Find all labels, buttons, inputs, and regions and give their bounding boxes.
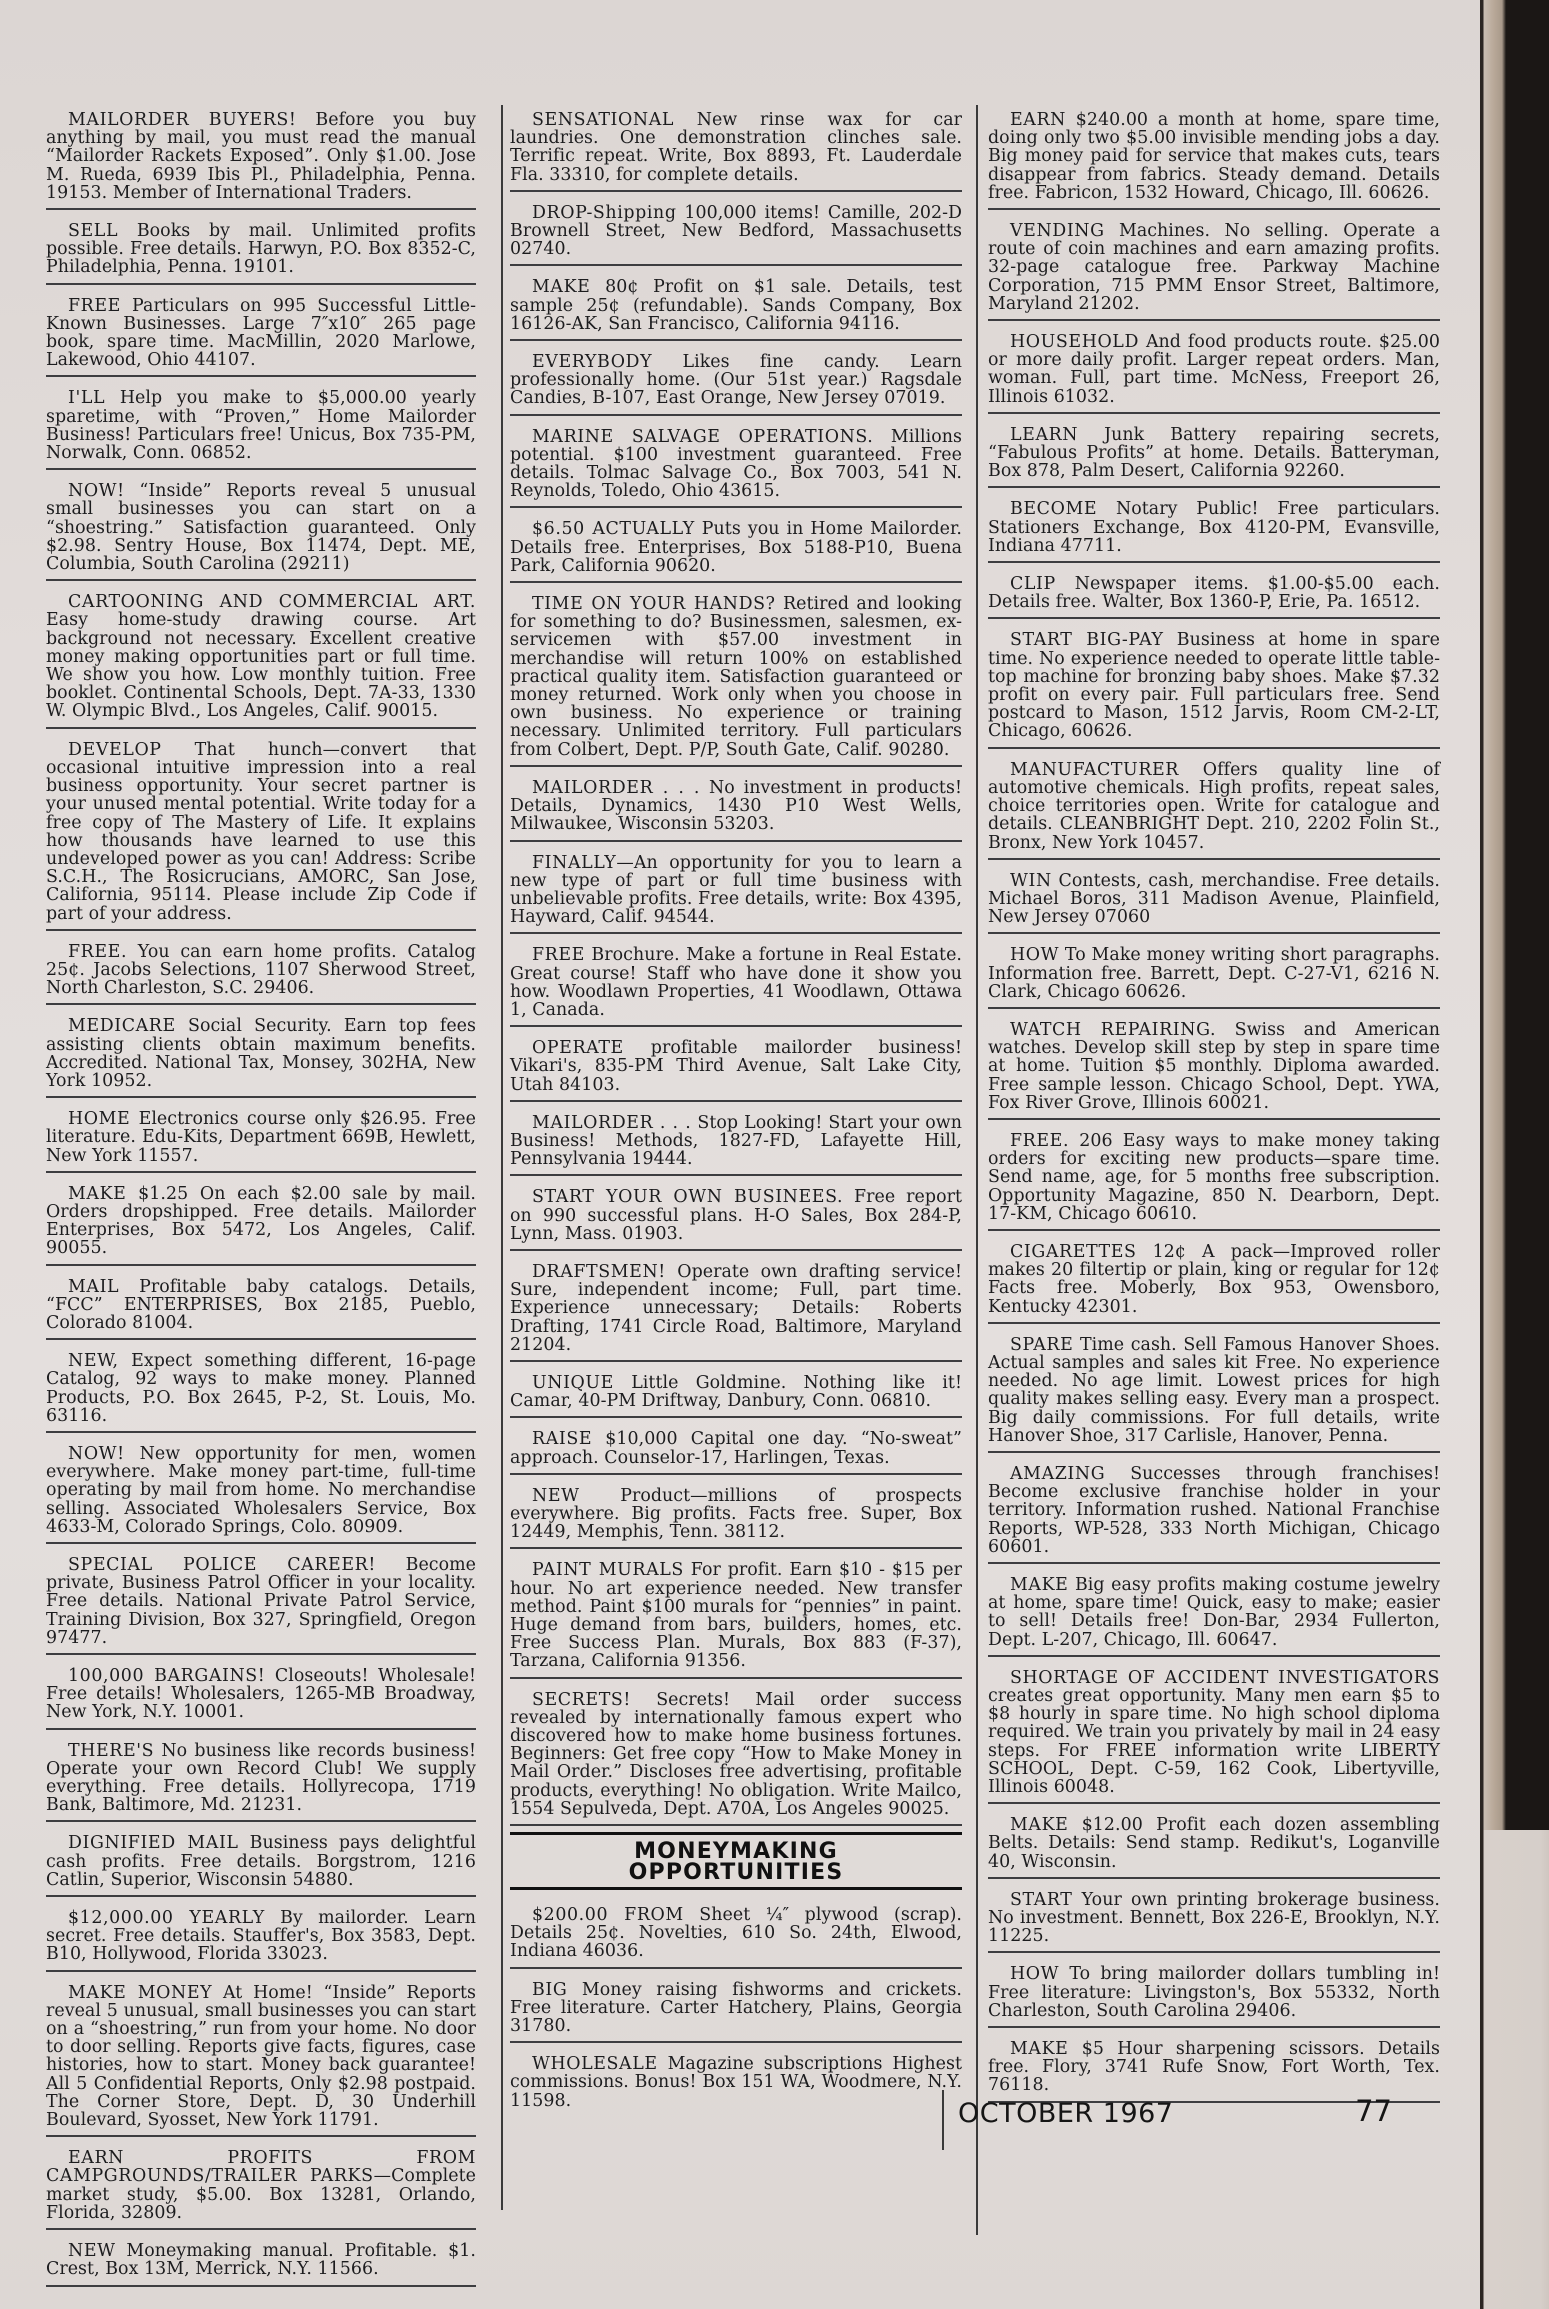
classified-ad	[46, 1011, 476, 1098]
ad-text	[988, 426, 1440, 481]
ad-lead: NOW!	[68, 1443, 125, 1464]
ad-text	[510, 1691, 962, 1818]
ad-text	[46, 1352, 476, 1425]
classified-ad	[510, 1685, 962, 1826]
ad-text	[988, 222, 1440, 313]
page-footer	[942, 2090, 1396, 2150]
column-divider	[976, 105, 978, 2235]
ad-body: New opportunity for men, women everywhere. Make money part-time, full-time operating by mail from home. No merchandise selling. Associated Wholesalers Service, Box 4633-M, Colorado Springs, Colo. 80909.	[46, 1443, 476, 1537]
classified-ad	[46, 937, 476, 1006]
column-divider	[501, 105, 503, 2210]
ad-text	[510, 1188, 962, 1243]
classified-ad	[988, 625, 1440, 748]
ad-text	[46, 1834, 476, 1889]
classified-ad	[510, 1424, 962, 1474]
classified-columns	[46, 105, 1442, 2305]
classified-ad	[988, 216, 1440, 321]
classified-ad	[988, 1570, 1440, 1657]
ad-text	[46, 1185, 476, 1258]
ad-lead: DROP-Shipping	[532, 202, 677, 223]
ad-lead: PAINT MURALS	[532, 1560, 684, 1581]
ad-body: Swiss and American watches. Develop skill step by step in spare time at home. Tuition $5 monthly. Diploma awarded. Free sample lesson. Chicago School, Dept. YWA, Fox River Grove, Illinois 60021.	[988, 1019, 1440, 1113]
ad-lead: SECRETS!	[532, 1689, 632, 1710]
ad-lead: MAKE	[532, 277, 591, 298]
classified-ad	[510, 272, 962, 341]
page-edge-binding	[1480, 0, 1549, 2309]
ad-body: Little Goldmine. Nothing like it! Camar, 40-PM Driftway, Danbury, Conn. 06810.	[510, 1372, 962, 1412]
ad-text	[46, 2242, 476, 2278]
column-middle	[510, 105, 962, 2122]
ad-body: Notary Public! Free particulars. Stationers Exchange, Box 4120-PM, Evansville, Indiana 47711.	[988, 499, 1440, 556]
section-heading-line1: MONEYMAKING	[634, 1839, 838, 1865]
ad-body: Your own printing brokerage business. No investment. Bennett, Box 226-E, Brooklyn, N.Y. 11225.	[988, 1889, 1440, 1947]
ad-lead: MAKE	[1010, 2039, 1069, 2060]
ad-text	[988, 1021, 1440, 1112]
classified-ad	[510, 198, 962, 267]
ad-body: Big easy profits making costume jewelry at home, spare time! Quick, easy to make; easier to sell! Details free! Don-Bar, 2934 Fullerton, Dept. L-207, Chicago, Ill. 60647.	[988, 1575, 1440, 1650]
ad-text	[510, 1374, 962, 1410]
ad-lead: MARINE SALVAGE OPERATIONS.	[532, 426, 874, 447]
ad-text	[988, 1891, 1440, 1946]
ad-body: By mailorder. Learn secret. Free details. Stauffer's, Box 3583, Dept. B10, Hollywood, Florida 33023.	[46, 1908, 477, 1965]
ad-body: Business at home in spare time. No experience needed to operate little table-top machine for bronzing baby shoes. Make $7.32 profit on every pair. Full particulars free. Send postcard to Mason, 1512 Jarvis, Room CM-2-LT, Chicago, 60626.	[988, 630, 1440, 742]
ad-text	[988, 631, 1440, 740]
ad-lead: I'LL	[68, 388, 106, 409]
ad-text	[510, 1263, 962, 1354]
ad-body: Magazine subscriptions Highest commissions. Bonus! Box 151 WA, Woodmere, N.Y. 11598.	[510, 2054, 962, 2111]
classified-ad	[510, 1975, 962, 2044]
ad-lead: START YOUR OWN BUSINEES.	[532, 1187, 844, 1208]
classified-ad	[510, 1108, 962, 1177]
ad-text	[46, 2149, 476, 2222]
ad-body: Retired and looking for something to do? Businessmen, salesmen, ex-servicemen with $57.00 investment in merchandise will return 100% on established practical quality item. Satisfaction guaranteed or money returned. Work only when you choose in own business. No experience or training necessary. Unlimited territory. Full particulars from Colbert, Dept. P/P, South Gate, Calif. 90280.	[510, 594, 962, 760]
ad-text	[510, 1906, 962, 1961]
classified-ad	[46, 216, 476, 285]
ad-text	[46, 222, 476, 277]
ad-text	[46, 741, 476, 923]
ad-lead: $12,000.00 YEARLY	[68, 1908, 265, 1929]
ad-lead: OPERATE	[532, 1038, 624, 1059]
section-heading-line2: OPPORTUNITIES	[628, 1860, 844, 1886]
classified-ad	[988, 1663, 1440, 1804]
ad-lead: FREE	[532, 945, 585, 966]
classified-ad	[510, 105, 962, 192]
ad-body: Books by mail. Unlimited profits possible. Free details. Harwyn, P.O. Box 8352-C, Philadelphia, Penna. 19101.	[46, 221, 476, 278]
ad-body: Secrets! Mail order success revealed by internationally famous expert who discovered how to make home business fortunes. Beginners: Get free copy “How to Make Money in Mail Order.” Discloses free advertising, profitable products, everything! No obligation. Write Mailco, 1554 Sepulveda, Dept. A70A, Los Angeles 90025.	[510, 1689, 962, 1819]
ad-text	[510, 1430, 962, 1466]
classified-ad	[46, 1828, 476, 1897]
ad-body: Free report on 990 successful plans. H-O Sales, Box 284-P, Lynn, Mass. 01903.	[510, 1187, 962, 1244]
ad-body: Money raising fishworms and crickets. Free literature. Carter Hatchery, Plains, Georgia 31780.	[510, 1979, 962, 2037]
classified-ad	[46, 1346, 476, 1433]
classified-ad	[510, 1368, 962, 1418]
classified-ad	[46, 2143, 476, 2230]
ad-lead: NEW	[532, 1485, 580, 1506]
ad-lead: EVERYBODY	[532, 352, 653, 373]
ad-text	[988, 575, 1440, 611]
ad-text	[510, 1981, 962, 2036]
ad-text	[988, 1669, 1440, 1796]
ad-body: You can earn home profits. Catalog 25¢. Jacobs Selections, 1107 Sherwood Street, North Charleston, S.C. 29406.	[46, 941, 476, 999]
ad-lead: $200.00 FROM	[532, 1905, 684, 1926]
ad-text	[510, 111, 962, 184]
ad-lead: HOW	[1010, 945, 1060, 966]
classified-ad	[46, 1736, 476, 1823]
ad-body: And food products route. $25.00 or more daily profit. Larger repeat orders. Man, woman. Full, part time. McNess, Freeport 26, Illinois 61032.	[988, 332, 1440, 407]
ad-text	[46, 111, 476, 202]
ad-text	[988, 111, 1440, 202]
ad-text	[510, 1039, 962, 1094]
ad-lead: THERE'S	[68, 1740, 155, 1761]
ad-lead: WATCH REPAIRING.	[1010, 1019, 1217, 1040]
ad-body: 206 Easy ways to make money taking orders for exciting new products—spare time. Send name, age, for 5 months free subscription. Opportunity Magazine, 850 N. Dearborn, Dept. 17-KM, Chicago 60610.	[988, 1130, 1440, 1224]
classified-ad	[510, 1257, 962, 1362]
ad-text	[46, 943, 476, 998]
ad-body: $12.00 Profit each dozen assembling Belts. Details: Send stamp. Redikut's, Loganville 40, Wisconsin.	[988, 1815, 1440, 1872]
ad-text	[988, 1336, 1440, 1445]
classified-ad	[510, 589, 962, 767]
ad-lead: HOUSEHOLD	[1010, 332, 1140, 353]
ad-text	[46, 1984, 476, 2130]
page-number: 77	[1355, 2094, 1392, 2128]
classified-ad	[46, 476, 476, 581]
ad-text	[510, 1487, 962, 1542]
ad-body: Moneymaking manual. Profitable. $1. Crest, Box 13M, Merrick, N.Y. 11566.	[46, 2241, 476, 2280]
ad-lead: FINALLY	[532, 852, 617, 873]
ad-text	[988, 333, 1440, 406]
ad-lead: NEW	[68, 2241, 116, 2262]
column-left	[46, 105, 476, 2293]
ad-body: Profitable baby catalogs. Details, “FCC” ENTERPRISES, Box 2185, Pueblo, Colorado 81004.	[46, 1276, 476, 1333]
ad-body: Brochure. Make a fortune in Real Estate. Great course! Staff who have done it show you how. Woodlawn Properties, 41 Woodlawn, Ottawa 1, Canada.	[510, 945, 962, 1020]
ad-lead: FREE.	[68, 941, 128, 962]
classified-ad	[46, 587, 476, 728]
ad-lead: EARN	[1010, 110, 1066, 130]
ad-body: Machines. No selling. Operate a route of coin machines and earn amazing profits. 32-page catalogue free. Parkway Machine Corporation, 715 PMM Ensor Street, Baltimore, Maryland 21202.	[988, 221, 1440, 314]
ad-text	[46, 1278, 476, 1333]
ad-body: creates great opportunity. Many men earn $5 to $8 hourly in spare time. No high school diploma required. We train you privately by mail in 24 easy steps. For FREE information write LIBERTY SCHOOL, Dept. C-59, 162 Cook, Libertyville, Illinois 60048.	[988, 1686, 1440, 1798]
ad-lead: MAILORDER BUYERS!	[68, 110, 297, 130]
ad-body: Operate own drafting service! Sure, independent income; Full, part time. Experience unnecessary; Details: Roberts Drafting, 1741 Circle Road, Baltimore, Maryland 21204.	[510, 1261, 962, 1355]
ad-lead: $6.50 ACTUALLY	[532, 519, 695, 540]
ad-lead: SPECIAL POLICE CAREER!	[68, 1555, 376, 1575]
ad-body: For profit. Earn $10 - $15 per hour. No art experience needed. New transfer method. Paint $100 murals for “pennies” in paint. Huge demand from bars, builders, homes, etc. Free Success Plan. Murals, Box 883 (F-37), Tarzana, California 91356.	[510, 1560, 963, 1672]
ad-text	[510, 946, 962, 1019]
classified-ad	[46, 1550, 476, 1655]
ad-body: Electronics course only $26.95. Free literature. Edu-Kits, Department 669B, Hewlett, New York 11557.	[46, 1109, 476, 1166]
classified-ad	[988, 327, 1440, 414]
ad-lead: CARTOONING AND COMMERCIAL ART.	[68, 592, 476, 613]
ad-text	[988, 1243, 1440, 1316]
ad-lead: TIME ON YOUR HANDS?	[532, 594, 776, 615]
ad-body: Junk Battery repairing secrets, “Fabulous Profits” at home. Details. Batteryman, Box 878, Palm Desert, California 92260.	[988, 424, 1440, 482]
ad-lead: VENDING	[1010, 221, 1105, 242]
column-right	[988, 105, 1440, 2109]
ad-text	[510, 1561, 962, 1670]
ad-lead: CIGARETTES	[1010, 1241, 1137, 1262]
classified-ad	[46, 1978, 476, 2138]
classified-ad	[510, 1033, 962, 1102]
ad-text	[988, 1576, 1440, 1649]
ad-text	[510, 779, 962, 834]
ad-lead: BECOME	[1010, 499, 1098, 520]
ad-lead: START BIG-PAY	[1010, 630, 1164, 651]
ad-body: $5 Hour sharpening scissors. Details free. Flory, 3741 Rufe Snow, Fort Worth, Tex. 76118.	[988, 2039, 1440, 2096]
classified-ad	[988, 1126, 1440, 1231]
classified-ad	[988, 1015, 1440, 1120]
ad-lead: START	[1010, 1889, 1073, 1910]
classified-ad	[46, 1661, 476, 1730]
ad-lead: MANUFACTURER	[1010, 759, 1179, 780]
ad-body: 80¢ Profit on $1 sale. Details, test sample 25¢ (refundable). Sands Company, Box 16126-AK, San Francisco, California 94116.	[510, 277, 962, 334]
classified-ad	[510, 1481, 962, 1550]
ad-lead: MAIL	[68, 1276, 120, 1297]
ad-lead: FREE.	[1010, 1130, 1070, 1151]
ad-text	[988, 500, 1440, 555]
ad-body: Time cash. Sell Famous Hanover Shoes. Actual samples and sales kit Free. No experience needed. No age limit. Lowest prices for high quality makes selling easy. Every man a prospect. Big daily commissions. For full details, write Hanover Shoe, 317 Carlisle, Hanover, Penna.	[988, 1334, 1440, 1446]
classified-ad	[46, 1272, 476, 1341]
ad-lead: NOW!	[68, 481, 125, 502]
ad-body: Particulars on 995 Successful Little-Known Businesses. Large 7″x10″ 265 page book, spare time. MacMillin, 2020 Marlowe, Lakewood, Ohio 44107.	[46, 295, 476, 371]
classified-ad	[988, 1237, 1440, 1324]
ad-text	[46, 482, 476, 573]
ad-text	[46, 1445, 476, 1536]
ad-text	[46, 1667, 476, 1722]
ad-body: That hunch—convert that occasional intuitive impression into a real business opportunity. Your secret partner is your unused mental potential. Write today for a free copy of The Mastery of Life. It explains how thousands have learned to use this undeveloped power as you can! Address: Scribe S.C.H., The Rosicrucians, AMORC, San Jose, California, 95114. Please include Zip Code if part of your address.	[46, 739, 476, 924]
ad-text	[46, 389, 476, 462]
ad-text	[510, 1114, 962, 1169]
classified-ad	[988, 1459, 1440, 1564]
ad-body: No investment in products! Details, Dynamics, 1430 P10 West Wells, Milwaukee, Wisconsin 53203.	[510, 777, 962, 835]
classified-ad	[988, 1959, 1440, 2028]
ad-text	[510, 353, 962, 408]
ad-body: Before you buy anything by mail, you must read the manual “Mailorder Rackets Exposed”. Only $1.00. Jose M. Rueda, 6939 Ibis Pl., Philadelphia, Penna. 19153. Member of International Traders.	[46, 110, 476, 203]
classified-ad	[988, 1810, 1440, 1879]
ad-text	[988, 1132, 1440, 1223]
classified-ad	[988, 1885, 1440, 1954]
ad-lead: MAKE	[1010, 1575, 1069, 1595]
ad-body: Stop Looking! Start your own Business! Methods, 1827-FD, Lafayette Hill, Pennsylvania 19444.	[510, 1112, 962, 1170]
ad-lead: SENSATIONAL	[532, 110, 674, 130]
ad-lead: CLIP	[1010, 574, 1056, 595]
ad-text	[988, 1465, 1440, 1556]
ad-lead: HOW	[1010, 1964, 1060, 1985]
classified-ad	[46, 383, 476, 470]
classified-ad	[510, 422, 962, 509]
classified-ad	[46, 1903, 476, 1972]
ad-lead: FREE	[68, 295, 121, 316]
issue-date: OCTOBER 1967	[958, 2098, 1174, 2129]
classified-ad	[510, 514, 962, 583]
ad-text	[988, 1965, 1440, 2020]
ad-body: To Make money writing short paragraphs. Information free. Barrett, Dept. C-27-V1, 6216 N. Clark, Chicago 60626.	[988, 945, 1440, 1002]
classified-ad	[510, 940, 962, 1027]
classified-ad	[510, 1555, 962, 1678]
ad-lead: WHOLESALE	[532, 2054, 658, 2075]
ad-lead: BIG	[532, 1979, 568, 2000]
ad-lead: UNIQUE	[532, 1372, 614, 1393]
ad-lead: MAKE	[1010, 1815, 1069, 1836]
ad-lead: MEDICARE	[68, 1016, 176, 1037]
ads-top	[510, 105, 962, 1826]
ad-body: No business like records business! Operate your own Record Club! We supply everything. Free details. Hollyrecopa, 1719 Bank, Baltimore, Md. 21231.	[46, 1740, 476, 1816]
ad-body: Help you make to $5,000.00 yearly sparetime, with “Proven,” Home Mailorder Business! Particulars free! Unicus, Box 735-PM, Norwalk, Conn. 06852.	[46, 388, 476, 464]
ad-text	[46, 593, 476, 720]
classified-ad	[510, 1900, 962, 1969]
classified-ad	[988, 105, 1440, 210]
ad-body: Product—millions of prospects everywhere. Big profits. Facts free. Super, Box 12449, Memphis, Tenn. 38112.	[510, 1485, 962, 1543]
classified-ad	[46, 735, 476, 931]
ads-bottom	[510, 1900, 962, 2116]
ad-body: Successes through franchises! Become exclusive franchise holder in your territory. Information rushed. National Franchise Reports, WP-528, 333 North Michigan, Chicago 60601.	[988, 1463, 1440, 1557]
ad-body: profitable mailorder business! Vikari's, 835-PM Third Avenue, Salt Lake City, Utah 84103.	[510, 1038, 962, 1095]
classified-ad	[46, 1104, 476, 1173]
ad-text	[46, 1110, 476, 1165]
ad-text	[988, 761, 1440, 852]
ad-lead: MAKE MONEY	[68, 1982, 213, 2003]
ad-text	[510, 278, 962, 333]
ad-lead: DEVELOP	[68, 739, 162, 760]
ad-text	[988, 872, 1440, 927]
classified-ad	[46, 1179, 476, 1266]
ad-body: At Home! “Inside” Reports reveal 5 unusual, small businesses you can start on a “shoestring,” run from your home. No door to door selling. Reports give facts, figures, case histories, how to start. Money back guarantee! All 5 Confidential Reports, Only $2.98 postpaid. The Corner Store, Dept. D, 30 Underhill Boulevard, Syosset, New York 11791.	[46, 1982, 476, 2131]
ad-body: Expect something different, 16-page Catalog, 92 ways to make money. Planned Products, P.O. Box 2645, P-2, St. Louis, Mo. 63116.	[46, 1351, 476, 1426]
ad-body: Easy home-study drawing course. Art background not necessary. Excellent creative money making opportunities part or full time. We show you how. Low monthly tuition. Free booklet. Continental Schools, Dept. 7A-33, 1330 W. Olympic Blvd., Los Angeles, Calif. 90015.	[46, 610, 476, 722]
ad-lead: DIGNIFIED MAIL	[68, 1833, 239, 1854]
classified-ad	[510, 347, 962, 416]
ad-body: 100,000 items! Camille, 202-D Brownell Street, New Bedford, Massachusetts 02740.	[510, 202, 962, 260]
ad-body: Offers quality line of automotive chemicals. High profits, repeat sales, choice territories open. Write for catalogue and details. CLEANBRIGHT Dept. 210, 2202 Folin St., Bronx, New York 10457.	[988, 759, 1440, 853]
ad-text	[510, 2055, 962, 2110]
ad-lead: 100,000 BARGAINS!	[68, 1666, 266, 1687]
ad-body: Newspaper items. $1.00-$5.00 each. Details free. Walter, Box 1360-P, Erie, Pa. 16512.	[988, 574, 1440, 613]
ad-text	[46, 1742, 476, 1815]
ad-lead: RAISE	[532, 1429, 593, 1450]
ad-text	[988, 2040, 1440, 2095]
classified-ad	[510, 1182, 962, 1251]
ad-body: Millions potential. $100 investment guaranteed. Free details. Tolmac Salvage Co., Box 7003, 541 N. Reynolds, Toledo, Ohio 43615.	[510, 426, 962, 502]
ad-body: Social Security. Earn top fees assisting clients obtain maximum benefits. Accredited. National Tax, Monsey, 302HA, New York 10952.	[46, 1016, 476, 1091]
ad-lead: EARN PROFITS FROM CAMPGROUNDS/TRAILER PARKS	[46, 2148, 476, 2187]
ad-text	[46, 297, 476, 370]
classified-ad	[988, 420, 1440, 489]
ad-lead: SPARE	[1010, 1334, 1074, 1355]
ad-lead: MAILORDER . . .	[532, 777, 701, 798]
ad-body: —An opportunity for you to learn a new type of part or full time business with unbelievable profits. Free details, write: Box 4395, Hayward, Calif. 94544.	[510, 852, 962, 928]
ad-text	[46, 1556, 476, 1647]
ad-body: $240.00 a month at home, spare time, doing only two $5.00 invisible mending jobs a day. Big money paid for service that makes cuts, tears disappear from fabrics. Steady demand. Details free. Fabricon, 1532 Howard, Chicago, Ill. 60626.	[988, 110, 1440, 203]
ad-text	[510, 854, 962, 927]
classified-ad	[988, 940, 1440, 1009]
ad-body: Closeouts! Wholesale! Free details! Wholesalers, 1265-MB Broadway, New York, N.Y. 10001.	[46, 1666, 476, 1723]
ad-text	[510, 204, 962, 259]
ad-text	[46, 1017, 476, 1090]
classified-ad	[510, 2049, 962, 2116]
ad-lead: MAKE	[68, 1183, 127, 1204]
ad-body: —Complete market study, $5.00. Box 13281, Orlando, Florida, 32809.	[46, 2166, 476, 2223]
ad-lead: SHORTAGE OF ACCIDENT INVESTIGATORS	[1010, 1667, 1440, 1688]
ad-lead: HOME	[68, 1109, 131, 1130]
classified-ad	[510, 773, 962, 842]
ad-text	[988, 1816, 1440, 1871]
ad-body: Likes fine candy. Learn professionally home. (Our 51st year.) Ragsdale Candies, B-107, East Orange, New Jersey 07019.	[510, 352, 962, 409]
ad-body: Business pays delightful cash profits. Free details. Borgstrom, 1216 Catlin, Superior, Wisconsin 54880.	[46, 1833, 477, 1890]
ad-body: To bring mailorder dollars tumbling in! Free literature: Livingston's, Box 55332, North Charleston, South Carolina 29406.	[988, 1964, 1440, 2021]
ad-lead: SELL	[68, 221, 119, 242]
ad-text	[46, 1909, 476, 1964]
classified-ad	[988, 755, 1440, 860]
ad-body: $1.25 On each $2.00 sale by mail. Orders dropshipped. Free details. Mailorder Enterprises, Box 5472, Los Angeles, Calif. 90055.	[46, 1183, 476, 1259]
section-heading-moneymaking-opportunities	[510, 1832, 962, 1890]
ad-lead: NEW,	[68, 1351, 119, 1372]
ad-lead: AMAZING	[1010, 1463, 1106, 1484]
classified-ad	[46, 291, 476, 378]
ad-text	[510, 520, 962, 575]
classified-ad	[46, 105, 476, 210]
ad-body: “Inside” Reports reveal 5 unusual small businesses you can start on a “shoestring.” Satisfaction guaranteed. Only $2.98. Sentry House, Box 11474, Dept. ME, Columbia, South Carolina (29211)	[46, 481, 476, 575]
ad-text	[510, 595, 962, 759]
ad-body: Sheet ¼″ plywood (scrap). Details 25¢. Novelties, 610 So. 24th, Elwood, Indiana 46036.	[510, 1905, 962, 1962]
classified-ad	[510, 848, 962, 935]
ad-body: 12¢ A pack—Improved roller makes 20 filtertip or plain, king or regular for 12¢ Facts free. Moberly, Box 953, Owensboro, Kentucky 42301.	[988, 1241, 1440, 1317]
ad-text	[988, 946, 1440, 1001]
classified-ad	[46, 2236, 476, 2286]
ad-body: $10,000 Capital one day. “No-sweat” approach. Counselor-17, Harlingen, Texas.	[510, 1429, 962, 1468]
ad-lead: LEARN	[1010, 424, 1079, 445]
ad-text	[510, 428, 962, 501]
classified-ad	[988, 494, 1440, 563]
ad-body: Puts you in Home Mailorder. Details free. Enterprises, Box 5188-P10, Buena Park, California 90620.	[510, 519, 962, 576]
ad-body: New rinse wax for car laundries. One demonstration clinches sale. Terrific repeat. Write, Box 8893, Ft. Lauderdale Fla. 33310, for complete details.	[510, 110, 962, 185]
ad-lead: MAILORDER . . .	[532, 1112, 692, 1133]
classified-ad	[988, 1330, 1440, 1453]
classified-ad	[988, 866, 1440, 935]
classified-ad	[988, 569, 1440, 619]
classified-ad	[46, 1439, 476, 1544]
ad-body: Become private, Business Patrol Officer in your locality. Free details. National Private Patrol Service, Training Division, Box 327, Springfield, Oregon 97477.	[46, 1555, 476, 1648]
ad-lead: WIN	[1010, 870, 1052, 891]
ad-body: Contests, cash, merchandise. Free details. Michael Boros, 311 Madison Avenue, Plainfield, New Jersey 07060	[988, 870, 1440, 928]
ad-lead: DRAFTSMEN!	[532, 1261, 666, 1282]
